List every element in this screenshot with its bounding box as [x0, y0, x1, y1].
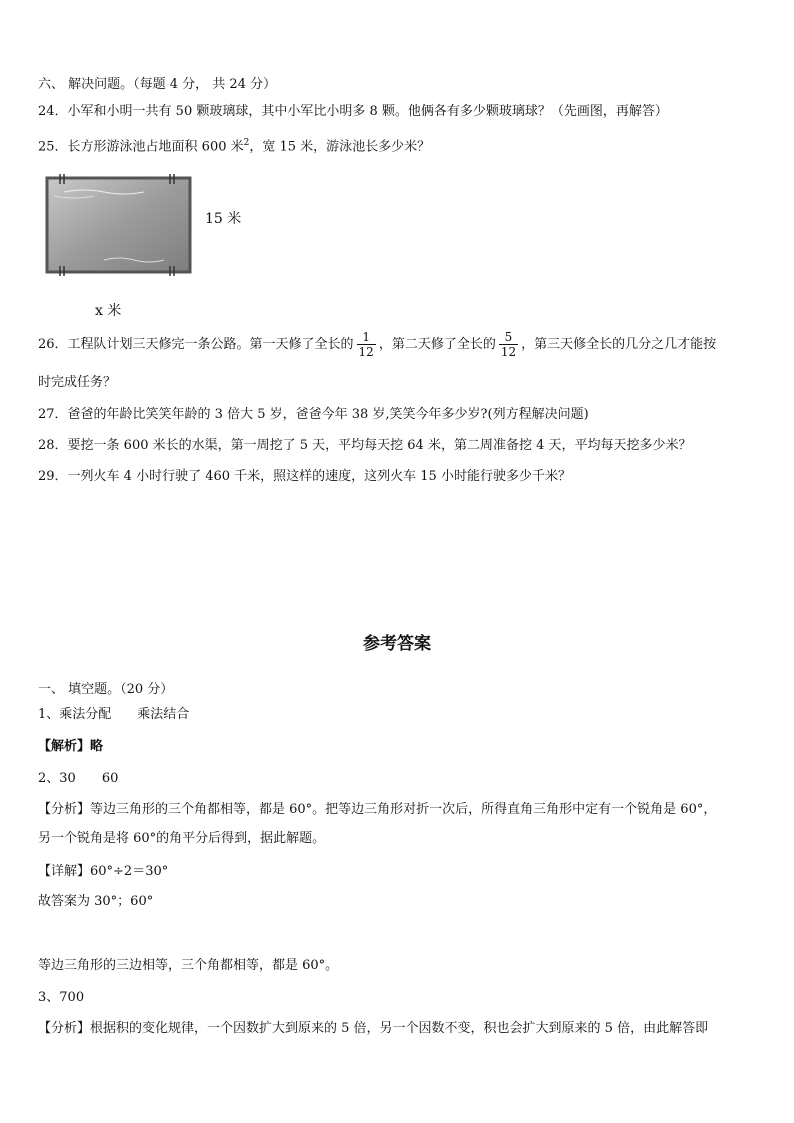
answers-section-1: 一、 填空题。（20 分） [38, 682, 174, 697]
fraction-denominator: 12 [358, 345, 374, 359]
superscript: 2 [243, 138, 250, 148]
answer-3: 3、700 [38, 990, 85, 1005]
answer-2-note: 等边三角形的三边相等，三个角都相等，都是 60°。 [38, 958, 339, 973]
answer-2-detail: 【详解】60°÷2＝30° [38, 864, 169, 879]
answer-1: 1、乘法分配 乘法结合 [38, 707, 190, 722]
answer-2-answer: 故答案为 30°；60° [38, 894, 154, 909]
question-25-text-b: ，宽 15 米，游泳池长多少米？ [249, 139, 431, 155]
pool-length-label: x 米 [95, 303, 122, 319]
answer-2: 2、30 60 [38, 771, 119, 786]
fraction-numerator: 1 [362, 330, 370, 344]
question-29: 29．一列火车 4 小时行驶了 460 千米，照这样的速度，这列火车 15 小时能行驶多少千米？ [38, 469, 571, 484]
answer-3-analysis: 【分析】根据积的变化规律，一个因数扩大到原来的 5 倍，另一个因数不变，积也会扩大到原来的 5 倍，由此解答即 [38, 1021, 709, 1036]
fraction-5-12 [499, 330, 518, 359]
question-26-text-c: ，第三天修全长的几分之几才能按 [521, 337, 717, 352]
fraction-denominator: 12 [500, 345, 517, 359]
answer-2-analysis-2: 另一个锐角是将 60°的角平分后得到，据此解题。 [38, 831, 326, 846]
answer-1-analysis: 【解析】略 [38, 739, 104, 754]
question-25-text-a: 25．长方形游泳池占地面积 600 米 [38, 139, 244, 155]
question-28: 28．要挖一条 600 米长的水渠，第一周挖了 5 天，平均每天挖 64 米，第二周准备挖 4 天，平均每天挖多少米？ [38, 438, 692, 453]
question-26-continued: 时完成任务？ [38, 375, 117, 390]
answer-2-analysis-1: 【分析】等边三角形的三个角都相等，都是 60°。把等边三角形对折一次后，所得直角三角形中定有一个锐角是 60°， [38, 802, 717, 817]
question-25 [38, 134, 430, 156]
question-26-text-b: ，第二天修了全长的 [378, 337, 496, 352]
question-27: 27．爸爸的年龄比笑笑年龄的 3 倍大 5 岁，爸爸今年 38 岁,笑笑今年多少岁?(列方程解决问题) [38, 407, 589, 422]
fraction-numerator: 5 [504, 330, 513, 344]
pool-figure [44, 170, 194, 278]
question-26-text-a: 26．工程队计划三天修完一条公路。第一天修了全长的 [38, 337, 354, 352]
question-26 [38, 330, 716, 360]
answers-heading: 参考答案 [363, 634, 431, 654]
section-title: 六、 解决问题。（每题 4 分， 共 24 分） [38, 77, 277, 92]
fraction-1-12 [357, 330, 376, 359]
question-24: 24．小军和小明一共有 50 颗玻璃球，其中小军比小明多 8 颗。他俩各有多少颗玻璃球？（先画图，再解答） [38, 104, 668, 119]
pool-width-label: 15 米 [205, 211, 242, 227]
